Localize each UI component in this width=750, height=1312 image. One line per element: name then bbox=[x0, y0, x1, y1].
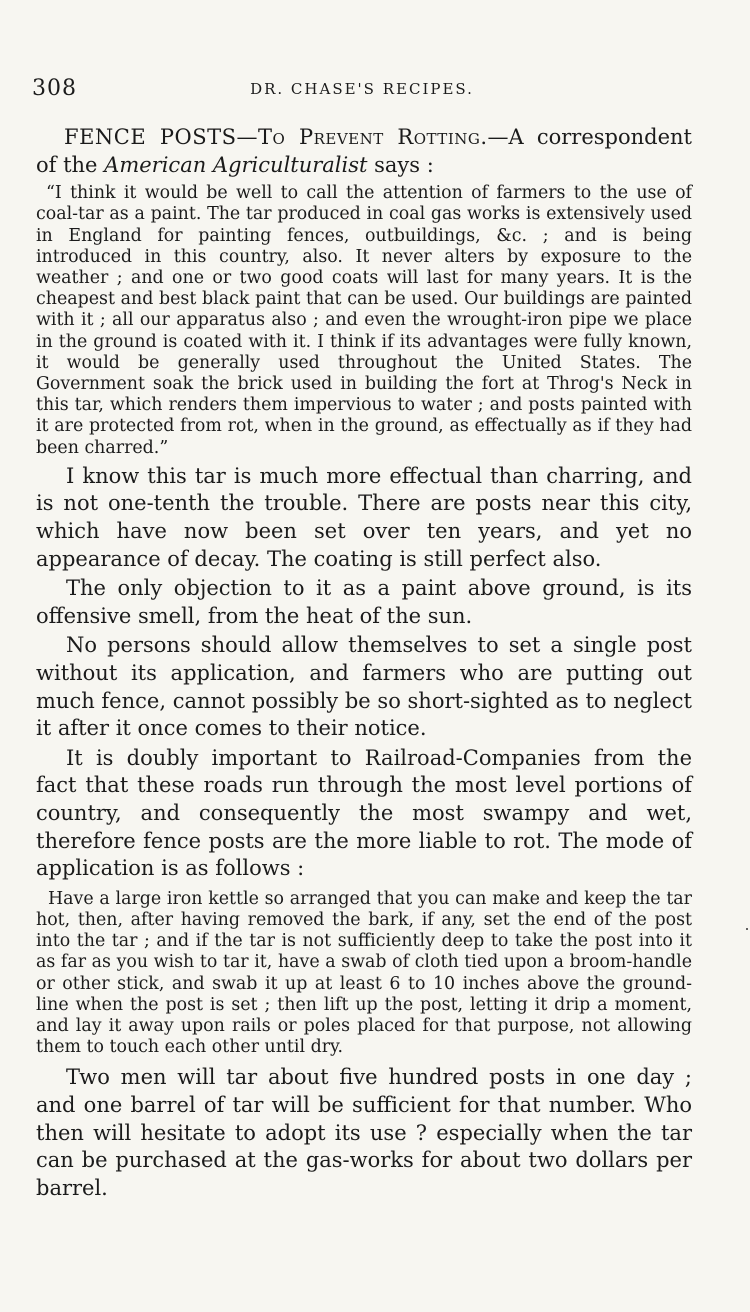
intro-text: —A correspondent of the bbox=[36, 125, 692, 177]
page-number: 308 bbox=[32, 76, 77, 101]
paragraph-2: The only objection to it as a paint above ground, is its offensive smell, from the heat of the sun. bbox=[36, 576, 692, 628]
quoted-paragraph: “I think it would be well to call the attention of farmers to the use of coal-tar as a paint. The tar produced in coal gas works is extensively used in England for painting fences, outbuildings, &c. ; and is being introduced in this country, also. It never alters by exposure to the weather ; and one or two good coats will last for many years. It is the cheapest and best black paint that can be used. Our buildings are painted with it ; all our apparatus also ; and even the wrought-iron pipe we place in the ground is coated with it. I think if its advantages were fully known, it would be generally used throughout the United States. The Government soak the brick used in building the fort at Throg's Neck in this tar, which renders them impervious to water ; and posts painted with it are protected from rot, when in the ground, as effectually as if they had been charred.” bbox=[36, 183, 692, 458]
article-heading: FENCE POSTS— bbox=[64, 125, 258, 149]
paragraph-4: It is doubly important to Railroad-Companies from the fact that these roads run through the most level portions of country, and consequently the most swampy and wet, therefore fence posts are the more liable to rot. The mode of application is as follows : bbox=[36, 745, 692, 881]
running-head: DR. CHASE'S RECIPES. bbox=[250, 80, 474, 98]
page-header bbox=[32, 76, 692, 106]
intro-says: says : bbox=[367, 152, 434, 177]
page-body bbox=[36, 124, 692, 1202]
application-instructions: Have a large iron kettle so arranged that you can make and keep the tar hot, then, after having removed the bark, if any, set the end of the post into the tar ; and if the tar is not sufficiently deep to take the post into it as far as you wish to tar it, have a swab of cloth tied upon a broom-handle or other stick, and swab it up at least 6 to 10 inches above the ground-line when the post is set ; then lift up the post, letting it drip a moment, and lay it away upon rails or poles placed for that purpose, not allowing them to touch each other until dry. bbox=[36, 888, 692, 1058]
paragraph-5: Two men will tar about five hundred posts in one day ; and one barrel of tar will be sufficient for that number. Who then will hesitate to adopt its use ? especially when the tar can be purchased at the gas-works for about two dollars per barrel. bbox=[36, 1065, 692, 1200]
paragraph-3: No persons should allow themselves to set a single post without its application, and farmers who are putting out much fence, cannot possibly be so short-sighted as to neglect it after it once comes to their notice. bbox=[36, 633, 692, 741]
article-subheading: To Prevent Rotting. bbox=[257, 125, 488, 149]
paragraph-1: I know this tar is much more effectual than charring, and is not one-tenth the trouble. There are posts near this city, which have now been set over ten years, and yet no appearance of decay. The coating is still perfect also. bbox=[36, 463, 692, 571]
intro-source: American Agriculturalist bbox=[104, 152, 368, 177]
article-intro bbox=[36, 124, 692, 179]
margin-speck bbox=[746, 928, 748, 930]
